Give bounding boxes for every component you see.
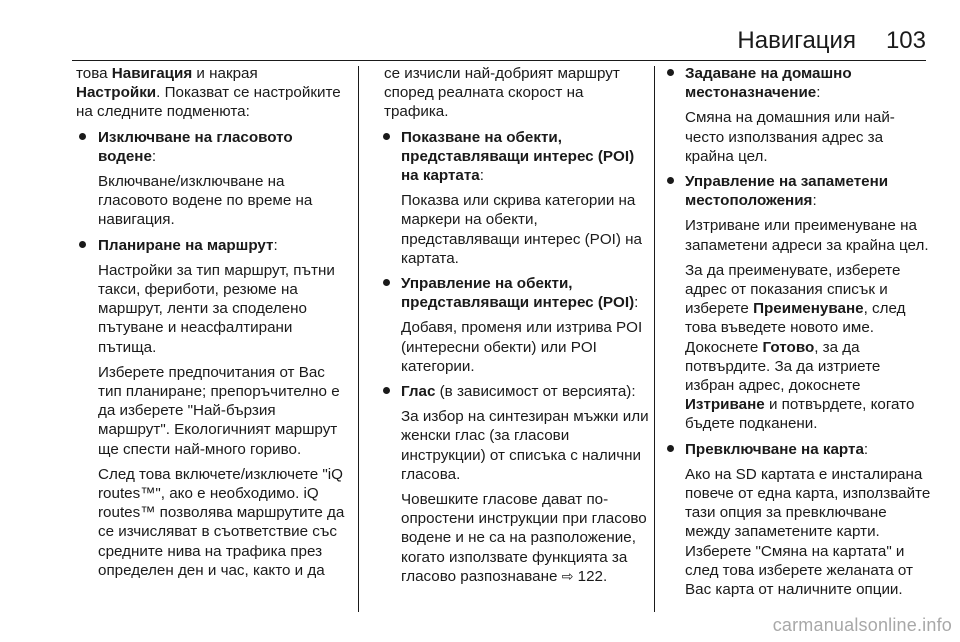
settings-list <box>384 128 650 586</box>
text-run: и потвърдете, когато бъдете подканени. <box>685 396 915 433</box>
section-title: Навигация <box>737 27 856 54</box>
list-item <box>668 64 933 166</box>
column-3 <box>668 64 933 605</box>
item-description: Изберете предпочитания от Вас тип планиране; препоръчително е да изберете "Най-бързия маршрут". Екологичният маршрут ще спести най-много гориво. <box>98 363 340 458</box>
item-suffix: : <box>479 167 484 185</box>
item-heading <box>401 128 650 186</box>
bullet-icon <box>667 177 674 184</box>
column-2 <box>384 64 650 592</box>
bullet-icon <box>79 133 86 140</box>
list-item <box>76 236 348 580</box>
list-item <box>668 440 933 600</box>
item-description <box>685 261 933 434</box>
page-ref-arrow-icon: ⇨ <box>561 567 574 584</box>
settings-list <box>668 64 933 599</box>
column-divider <box>358 66 359 612</box>
item-heading <box>685 440 933 459</box>
bullet-icon <box>383 133 390 140</box>
column-divider <box>654 66 655 612</box>
item-description: Настройки за тип маршрут, пътни такси, фериботи, резюме на маршрут, ленти за споделено пътуване и неасфалтирани пътища. <box>98 261 335 356</box>
item-suffix: (в зависимост от версията): <box>435 383 636 401</box>
text-run: това <box>76 65 112 82</box>
item-description: Включване/изключване на гласовото водене по време на навигация. <box>98 173 313 229</box>
item-term: Планиране на маршрут <box>98 236 274 254</box>
bold-term: Настройки <box>76 84 157 102</box>
column-1 <box>76 64 348 586</box>
bullet-icon <box>383 387 390 394</box>
list-item <box>384 128 650 268</box>
bold-term: Преименуване <box>753 300 864 318</box>
item-term: Управление на запаметени местоположения <box>685 173 889 210</box>
item-heading <box>401 274 650 312</box>
list-item <box>76 128 348 230</box>
item-heading <box>401 382 650 401</box>
list-item <box>384 274 650 376</box>
item-description: Ако на SD картата е инсталирана повече от една карта, използвайте тази опция за превключване между запаметените карти. Изберете "Смяна на картата" и след това изберете желаната от Вас карта от наличните опции. <box>685 465 931 599</box>
bullet-icon <box>79 241 86 248</box>
item-suffix: : <box>863 440 869 458</box>
item-description: След това включете/изключете "iQ routes™", ако е необходимо. iQ routes™ позволява маршрутите да се изчисляват в съответствие със средните нива на трафика през определен ден и час, както и да <box>98 465 345 579</box>
item-description: Човешките гласове дават по-опростени инструкции при гласово водене и не са на разположение, когато използвате функцията за гласово разпознаване ⇨ 122. <box>401 491 647 585</box>
text-run: За да преименувате, изберете адрес от показания списък и изберете <box>685 261 901 318</box>
item-description: За избор на синтезиран мъжки или женски глас (за гласови инструкции) от списъка с налични гласова. <box>401 408 649 483</box>
item-description: Добавя, променя или изтрива POI (интересни обекти) или POI категории. <box>401 319 643 375</box>
item-term: Глас <box>401 383 436 401</box>
text-run: , след това въведете новото име. Докоснете <box>685 300 906 356</box>
list-item <box>668 172 933 434</box>
bold-term: Изтриване <box>685 396 765 414</box>
item-heading <box>98 236 348 255</box>
page-number: 103 <box>885 27 926 54</box>
item-heading <box>685 172 933 210</box>
item-suffix: : <box>816 84 821 102</box>
item-suffix: : <box>812 192 817 210</box>
item-term: Показване на обекти, представляващи интерес (POI) на картата <box>401 128 635 185</box>
bold-term: Навигация <box>111 65 193 82</box>
text-run: и накрая <box>192 65 258 82</box>
page-ref: 122. <box>577 567 608 585</box>
lead-paragraph: се изчисли най-добрият маршрут според реалната скорост на трафика. <box>384 65 620 121</box>
item-heading <box>685 64 933 102</box>
list-item <box>384 382 650 586</box>
item-term: Изключване на гласовото водене <box>98 128 293 165</box>
item-suffix: : <box>151 147 157 165</box>
item-description: Смяна на домашния или най-често използвания адрес за крайна цел. <box>685 109 895 165</box>
watermark: carmanualsonline.info <box>772 615 952 635</box>
intro-paragraph <box>76 64 348 122</box>
text-run: . Показват се настройките на следните подменюта: <box>76 84 341 121</box>
bullet-icon <box>667 445 674 452</box>
settings-list <box>76 128 348 580</box>
item-description: Изтриване или преименуване на запаметени адреси за крайна цел. <box>685 217 929 254</box>
bullet-icon <box>667 69 674 76</box>
item-description: Показва или скрива категории на маркери на обекти, представляващи интерес (POI) на картата. <box>401 192 642 267</box>
item-term: Задаване на домашно местоназначение <box>685 65 852 102</box>
item-suffix: : <box>273 236 278 254</box>
bold-term: Готово <box>762 338 815 356</box>
bullet-icon <box>383 279 390 286</box>
item-heading <box>98 128 348 166</box>
text-run: , за да потвърдите. За да изтриете избран адрес, докоснете <box>685 338 881 395</box>
page-header <box>737 26 926 56</box>
item-term: Управление на обекти, представляващи интерес (POI) <box>401 275 635 312</box>
item-suffix: : <box>634 294 639 312</box>
item-term: Превключване на карта <box>685 440 864 458</box>
header-rule <box>72 60 926 61</box>
